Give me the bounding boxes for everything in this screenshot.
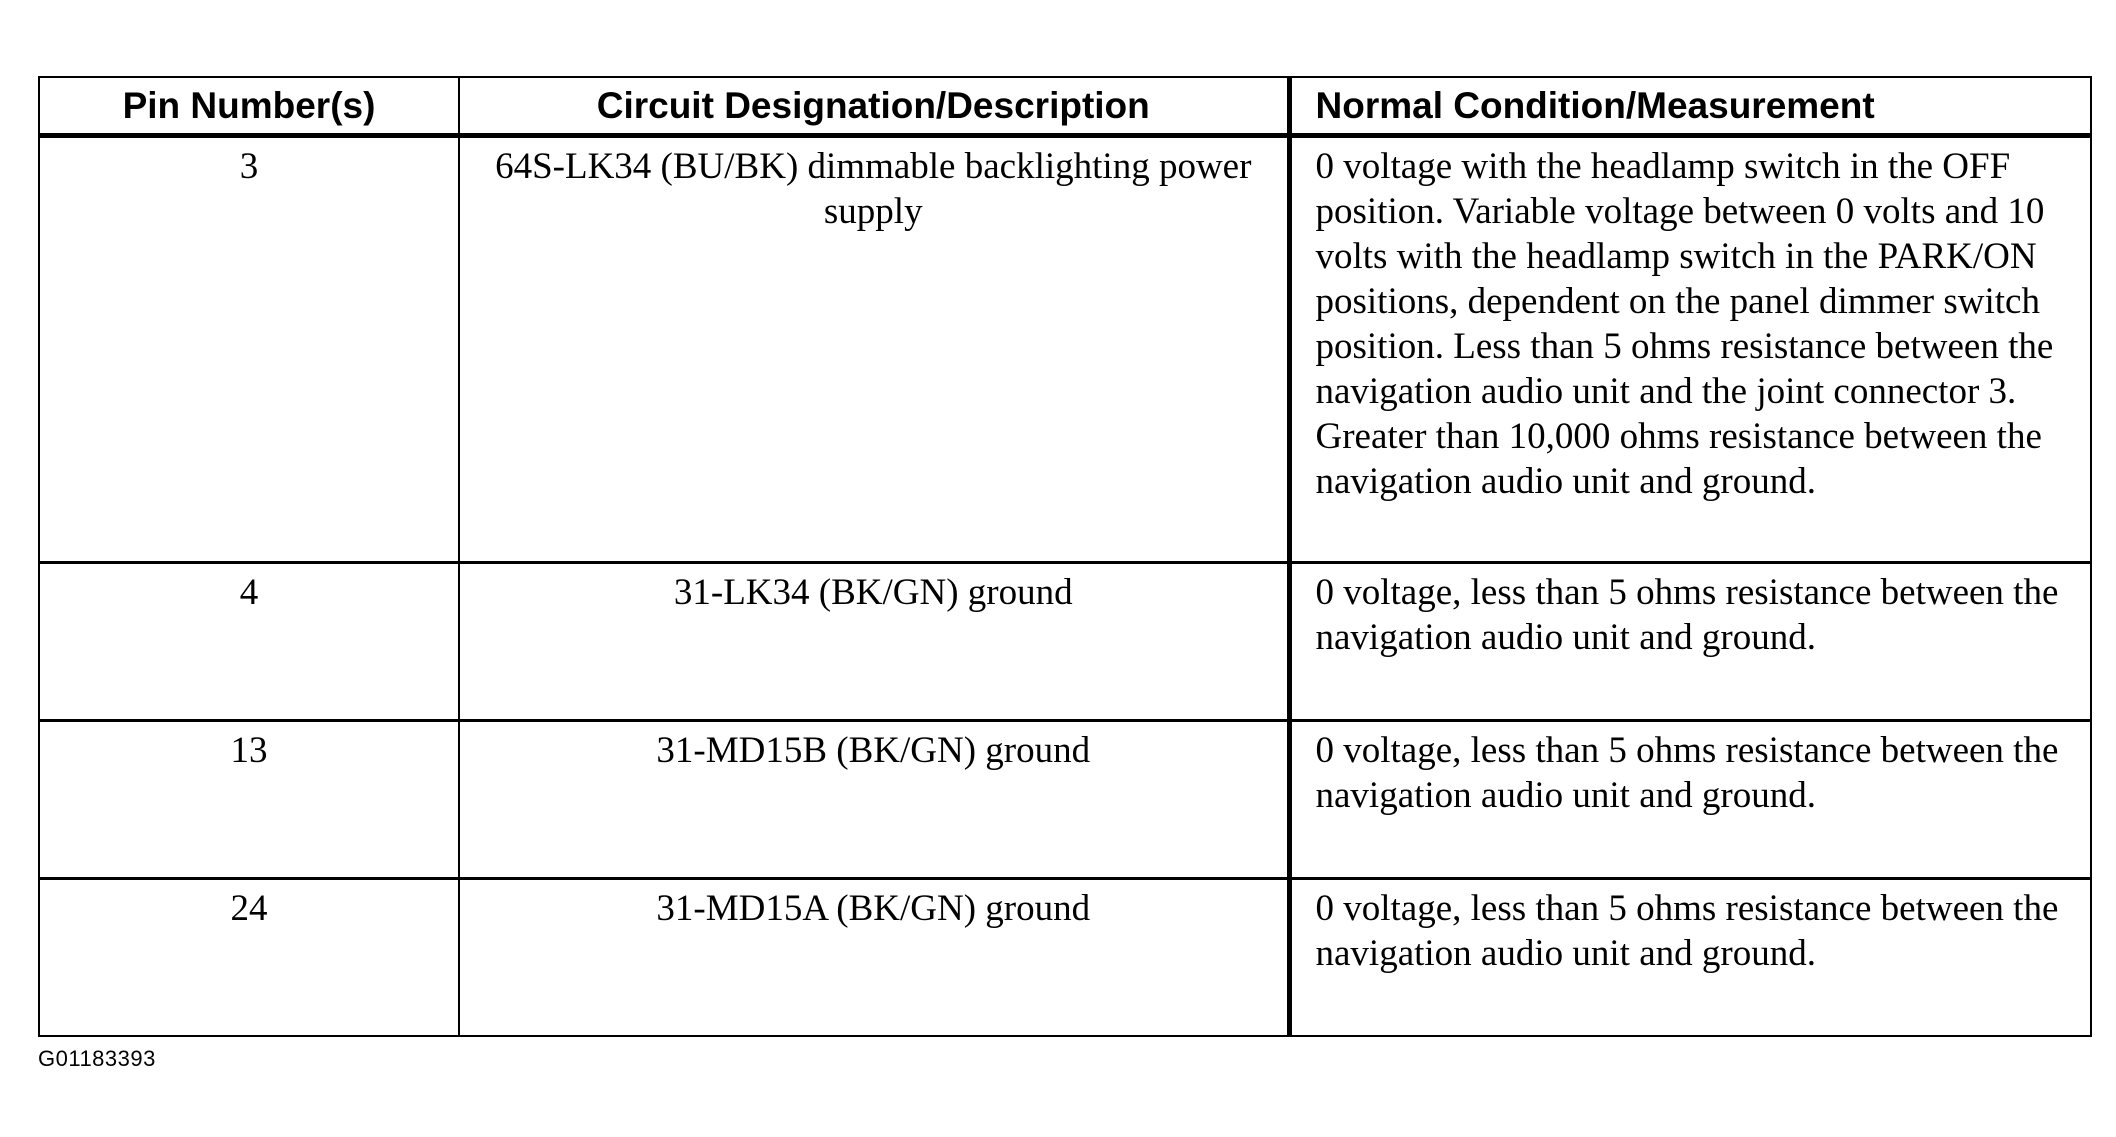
table-row bbox=[39, 136, 2091, 563]
normal-condition-cell: 0 voltage, less than 5 ohms resistance between the navigation audio unit and ground. bbox=[1289, 721, 2091, 879]
circuit-description-cell: 31-MD15A (BK/GN) ground bbox=[459, 879, 1289, 1037]
normal-condition-cell: 0 voltage, less than 5 ohms resistance between the navigation audio unit and ground. bbox=[1289, 879, 2091, 1037]
table-row bbox=[39, 563, 2091, 721]
table-row bbox=[39, 721, 2091, 879]
circuit-description-cell: 31-MD15B (BK/GN) ground bbox=[459, 721, 1289, 879]
table-row bbox=[39, 879, 2091, 1037]
pin-number-cell: 24 bbox=[39, 879, 459, 1037]
table-header-row bbox=[39, 77, 2091, 136]
pin-number-cell: 13 bbox=[39, 721, 459, 879]
pinout-table bbox=[38, 76, 2092, 1037]
pin-number-cell: 4 bbox=[39, 563, 459, 721]
column-header-pin-number: Pin Number(s) bbox=[39, 77, 459, 136]
circuit-description-cell: 31-LK34 (BK/GN) ground bbox=[459, 563, 1289, 721]
normal-condition-cell: 0 voltage, less than 5 ohms resistance between the navigation audio unit and ground. bbox=[1289, 563, 2091, 721]
column-header-circuit-designation: Circuit Designation/Description bbox=[459, 77, 1289, 136]
column-header-normal-condition: Normal Condition/Measurement bbox=[1289, 77, 2091, 136]
pinout-table-container bbox=[38, 76, 2090, 1037]
circuit-description-cell: 64S-LK34 (BU/BK) dimmable backlighting power supply bbox=[459, 136, 1289, 563]
figure-id-label: G01183393 bbox=[38, 1046, 156, 1071]
pin-number-cell: 3 bbox=[39, 136, 459, 563]
normal-condition-cell: 0 voltage with the headlamp switch in the OFF position. Variable voltage between 0 volts and 10 volts with the headlamp switch in the PARK/ON positions, dependent on the panel dimmer switch position. Less than 5 ohms resistance between the navigation audio unit and the joint connector 3. Greater than 10,000 ohms resistance between the navigation audio unit and ground. bbox=[1289, 136, 2091, 563]
